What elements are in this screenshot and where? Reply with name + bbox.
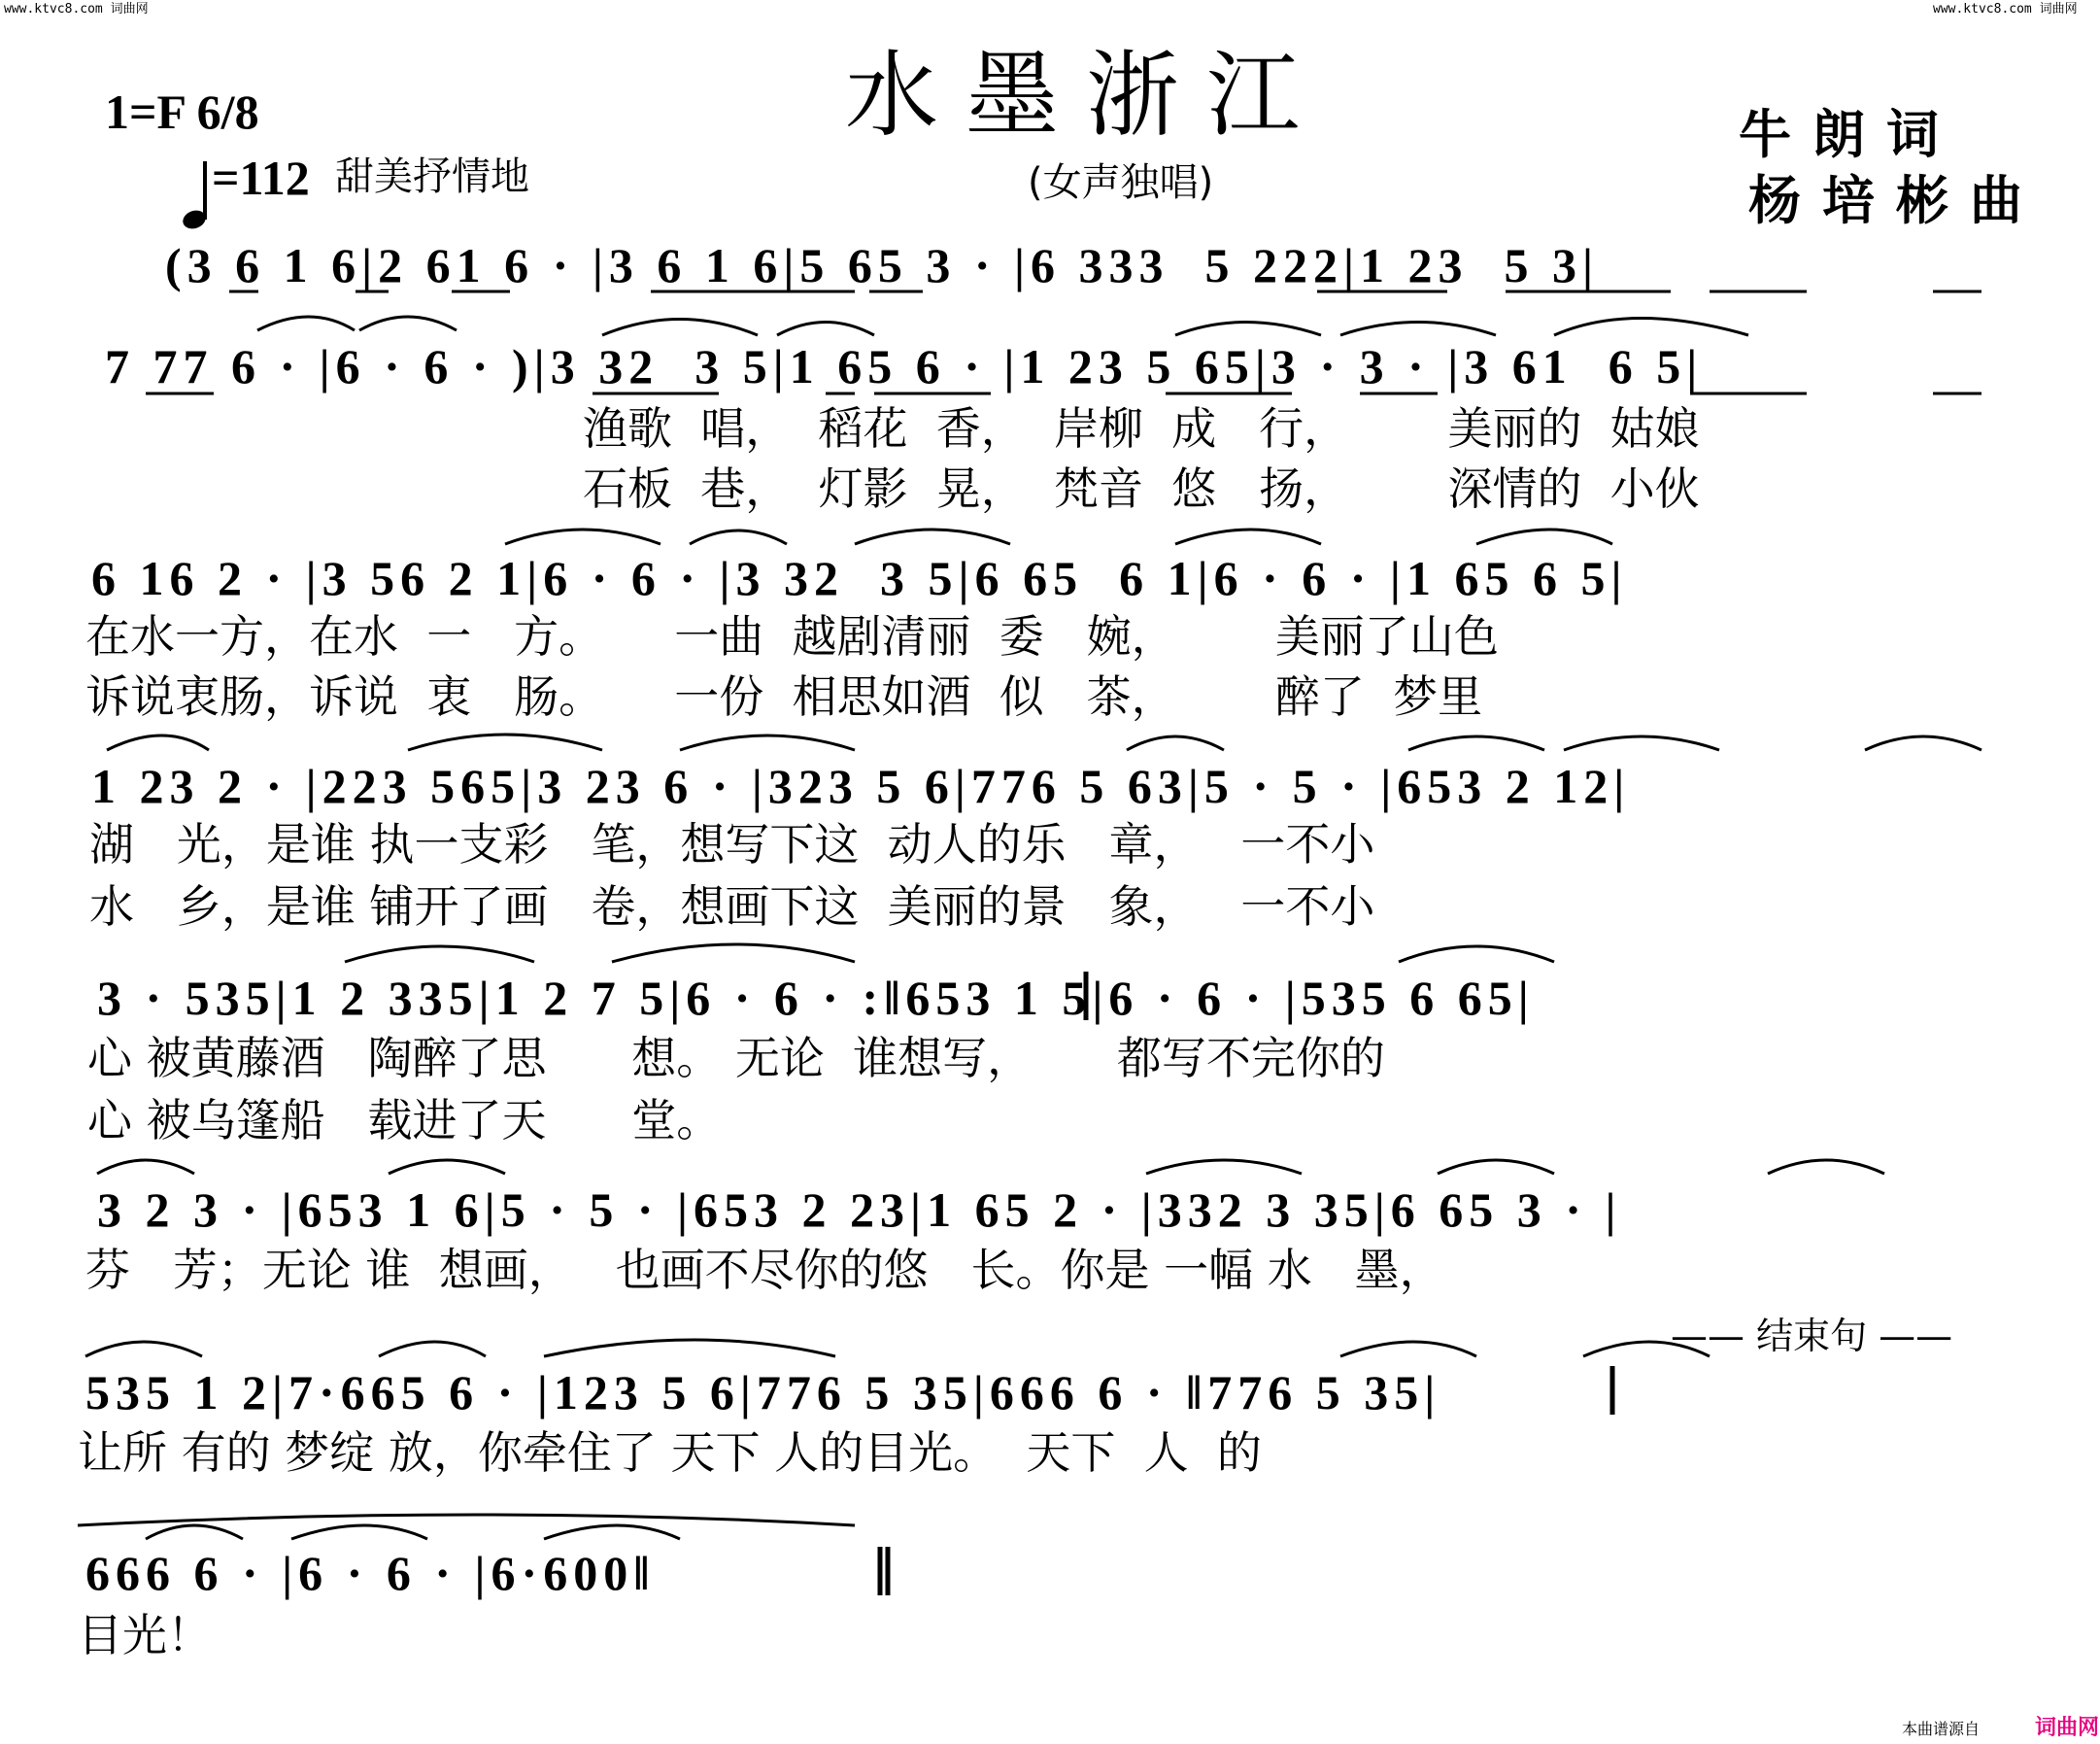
footer-source: 本曲谱源自 <box>1902 1720 1981 1738</box>
tempo-marking: =112 <box>212 151 310 205</box>
slur <box>389 1160 505 1174</box>
slur <box>1554 319 1748 336</box>
slur <box>1865 736 1981 750</box>
expression-marking: 甜美抒情地 <box>335 154 529 199</box>
slur <box>1175 323 1321 336</box>
lyric-line-5-verse-2: 心 被乌篷船 载进了天 堂。 <box>87 1094 722 1146</box>
composer-credit: 杨培彬曲 <box>1748 170 2044 231</box>
score-line-5: 3 · 535|1 2 335|1 2 7 5|6 · 6 · :‖653 1 5|6 · 6 · |535 6 65| <box>97 971 1535 1025</box>
slur <box>690 530 787 544</box>
slur <box>602 320 758 336</box>
slur <box>107 735 209 750</box>
slur <box>1476 530 1612 544</box>
lyric-line-3-verse-2: 诉说衷肠，诉说 衷 肠。 一份 相思如酒 似 茶， 醉了 梦里 <box>85 670 1483 723</box>
slur <box>291 1525 427 1539</box>
subtitle: (女声独唱) <box>1028 160 1214 205</box>
slur <box>257 317 355 330</box>
footer-site: 词曲网 <box>2035 1716 2100 1740</box>
slur <box>85 1342 202 1356</box>
score-line-3: 6 16 2 · |3 56 2 1|6 · 6 · |3 32 3 5|6 65 6 1|6 · 6 · |1 65 6 5| <box>91 551 1628 605</box>
score-line-4: 1 23 2 · |223 565|3 23 6 · |323 5 6|776 5 63|5 · 5 · |653 2 12| <box>91 759 1631 813</box>
slur <box>97 1160 194 1174</box>
watermark-left: www.ktvc8.com 词曲网 <box>4 2 149 17</box>
lyric-line-8-verse-1: 目光！ <box>78 1609 212 1661</box>
page-title: 水墨浙江 <box>845 41 1327 150</box>
ending-label: —— 结束句 —— <box>1671 1315 1953 1357</box>
slur <box>1408 736 1544 750</box>
score-line-8: 666 6 · |6 · 6 · |6·600‖ <box>85 1546 656 1600</box>
slur <box>1146 1160 1302 1174</box>
lyric-line-4-verse-2: 水 乡，是谁 铺开了画 卷，想画下这 美丽的景 象， 一不小 <box>89 880 1375 933</box>
lyric-line-2-verse-2: 石板 巷， 灯影 晃， 梵音 悠 扬， 深情的 小伙 <box>583 462 1700 515</box>
slur <box>777 323 874 336</box>
score-line-6: 3 2 3 · |653 1 6|5 · 5 · |653 2 23|1 65 2 · |332 3 35|6 65 3 · | <box>97 1182 1622 1237</box>
score-line-7: 535 1 2|7·665 6 · |123 5 6|776 5 35|666 6 · ‖776 5 35| <box>85 1365 1441 1419</box>
slur <box>855 530 1010 544</box>
key-signature: 1=F 6/8 <box>105 85 259 139</box>
score-line-2: 7 77 6 · |6 · 6 · )|3 32 3 5|1 65 6 · |1 23 5 65|3 · 3 · |3 61 6 5| <box>105 339 1704 393</box>
slur <box>359 317 457 330</box>
slur <box>1340 1342 1476 1356</box>
slur <box>680 735 855 750</box>
slur <box>345 946 534 962</box>
slur <box>1127 736 1224 750</box>
lyric-line-5-verse-1: 心 被黄藤酒 陶醉了思 想。 无论 谁想写， 都写不完你的 <box>87 1032 1385 1084</box>
lyric-line-6-verse-1: 芬 芳；无论 谁 想画， 也画不尽你的悠 长。你是 一幅 水 墨， <box>85 1244 1444 1296</box>
slur <box>379 1342 486 1356</box>
slur <box>1438 1160 1554 1174</box>
slur <box>408 735 602 750</box>
slur <box>1768 1160 1884 1174</box>
slur <box>505 530 660 544</box>
lyric-line-7-verse-1: 让所 有的 梦绽 放，你牵住了 天下 人的目光。 天下 人 的 <box>78 1426 1262 1479</box>
lyric-line-4-verse-1: 湖 光，是谁 执一支彩 笔，想写下这 动人的乐 章， 一不小 <box>89 818 1375 871</box>
lyric-line-2-verse-1: 渔歌 唱， 稻花 香， 岸柳 成 行， 美丽的 姑娘 <box>583 402 1700 455</box>
slur <box>612 944 855 962</box>
slur <box>1175 530 1321 544</box>
lyricist-credit: 牛朗词 <box>1739 104 1960 165</box>
slur <box>1399 946 1554 962</box>
score-line-1: (3 6 1 6|2 61 6 · |3 6 1 6|5 65 3 · |6 333 5 222|1 23 5 3| <box>165 238 1600 292</box>
slur <box>1340 323 1496 336</box>
lyric-line-3-verse-1: 在水一方，在水 一 方。 一曲 越剧清丽 委 婉， 美丽了山色 <box>85 610 1499 663</box>
slur <box>1564 736 1719 750</box>
slur <box>544 1340 835 1356</box>
slur <box>544 1525 680 1539</box>
slur <box>146 1525 243 1539</box>
watermark-right: www.ktvc8.com 词曲网 <box>1933 2 2078 17</box>
slur <box>78 1515 855 1525</box>
